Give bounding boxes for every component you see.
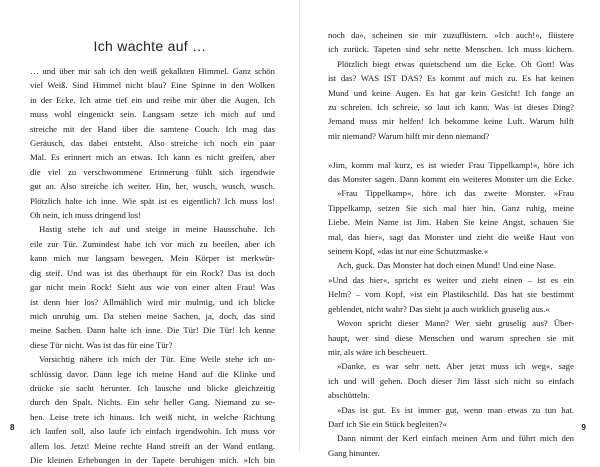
text-line: Hastig stehe ich auf und steige in meine Hausschuhe. Ich xyxy=(39,224,275,235)
right-page-body-text xyxy=(328,28,574,460)
text-line: ich und will gehen. Doch dieser Jim lässt sich nicht so einfach xyxy=(328,375,574,386)
text-line: seinem Kopf, »das ist nur eine Schutzmaske.« xyxy=(328,246,489,257)
text-line: »Danke, es war sehr nett. Aber jetzt muss ich weg«, sage xyxy=(337,361,574,372)
text-line: durch den Spalt. Nichts. Ein sehr heller Gang. Niemand zu se- xyxy=(30,397,275,408)
text-line: Tippelkamp, setzen Sie sich mal hier hin. Ganz ruhig, meine xyxy=(328,202,574,213)
text-line: meine Sachen. Dann halte ich inne. Die Tür! Die Tür! Ich kenne xyxy=(30,325,275,336)
text-line: Wovon spricht dieser Mann? Wer sieht gruselig aus? Über- xyxy=(337,318,574,329)
text-line: … und über mir sah ich den weiß gekalkten Himmel. Ganz schön xyxy=(30,66,275,76)
left-page-number: 8 xyxy=(10,423,15,432)
text-line: diese Tür nicht. Was ist das für eine Tür? xyxy=(30,339,173,350)
text-line: mal, das hier«, sagt das Monster und zieht die weiße Haut von xyxy=(328,231,574,242)
text-line: Plötzlich halte ich inne. Wie spät ist es eigentlich? Ich muss los! xyxy=(30,195,275,206)
text-line: Geräusch, das dabei entsteht. Also streiche ich noch ein paar xyxy=(30,138,275,149)
text-line: drücke sie sacht herunter. Ich lausche und blicke gleichzeitig xyxy=(30,382,275,393)
right-page xyxy=(300,0,600,458)
text-line: noch da«, scheinen sie mir zuzuflüstern. »Ich auch!«, flüstere xyxy=(328,30,574,40)
text-line: ist denn hier los? Allmählich wird mir mulmig, und ich blicke xyxy=(30,296,275,307)
text-line: abschütteln. xyxy=(328,390,370,401)
text-line: »Frau Tippelkamp«, höre ich das zweite Monster. »Frau xyxy=(337,188,574,199)
text-line: Ach, guck. Das Monster hat doch einen Mund! Und eine Nase. xyxy=(337,260,556,271)
text-line: das Monster sagen. Dann kommt ein weiteres Monster um die Ecke. xyxy=(328,174,574,185)
text-line: Mund und keine Augen. Es hat gar kein Gesicht! Ich fange an xyxy=(328,87,574,98)
text-line: allem los. Jetzt! Meine rechte Hand streift an der Wand entlang. xyxy=(30,440,275,451)
text-line: Dann nimmt der Kerl einfach meinen Arm und führt mich den xyxy=(337,433,574,444)
paragraph-gap xyxy=(328,143,574,157)
text-line: die viel zu verschwommene Erinnerung fühlt sich irgendwie xyxy=(30,166,275,177)
text-line: Helm? – vom Kopf, »ist ein Plastikschild. Das hat sie bestimmt xyxy=(328,289,574,300)
text-line: viel Weiß. Sind Himmel nicht blau? Eine Spinne in den Wolken xyxy=(30,80,275,91)
chapter-title: Ich wachte auf … xyxy=(93,38,207,54)
text-line: mich unruhig um. Da stehen meine Sachen, ja, doch, das sind xyxy=(30,310,275,321)
text-line: schlüssig davor. Dann lege ich meine Hand auf die Klinke und xyxy=(30,368,275,379)
text-line: kann mich nur langsam bewegen. Mein Körper ist merkwür- xyxy=(30,253,275,264)
text-line: eile zur Tür. Zumindest habe ich vor mich zu beeilen, aber ich xyxy=(30,238,275,249)
text-line: »Und das hier«, spricht es weiter und zieht einen – ist es ein xyxy=(328,274,574,285)
text-line: »Jim, komm mal kurz, es ist wieder Frau Tippelkamp!«, höre ich xyxy=(328,159,574,170)
text-line: haupt, wer sind diese Menschen und warum sprechen sie mit xyxy=(328,332,574,343)
text-line: Darf ich Sie ein Stück begleiten?« xyxy=(328,418,447,429)
left-page xyxy=(0,0,300,465)
text-line: muss wohl eingenickt sein. Langsam setze ich mich auf und xyxy=(30,109,275,120)
text-line: Mal. Es erinnert mich an etwas. Ich kann es nicht greifen, aber xyxy=(30,152,275,163)
text-line: Vorsichtig nähere ich mich der Tür. Eine Weile stehe ich un- xyxy=(39,354,275,365)
text-line: gar nicht mein Rock! Sieht aus wie von einer alten Frau! Was xyxy=(30,282,275,293)
text-line: zu schreien. Ich schreie, so laut ich kann. Was ist dieses Ding? xyxy=(328,102,574,113)
text-line: Die kleinen Erhebungen in der Tapete beruhigen mich. »Ich bin xyxy=(30,454,275,465)
text-line: dig steif. Und was ist das überhaupt für ein Rock? Das ist doch xyxy=(30,267,275,278)
text-line: Plötzlich biegt etwas quietschend um die Ecke. Oh Gott! Was xyxy=(337,58,574,69)
text-line: hen. Leise trete ich hinaus. Ich weiß nicht, in welche Richtung xyxy=(30,411,275,422)
right-page-number: 9 xyxy=(581,423,586,432)
text-line: Gang hinunter. xyxy=(328,447,380,458)
text-line: mir, als wäre ich bescheuert. xyxy=(328,346,428,357)
text-line: Liebe. Mein Name ist Jim. Haben Sie keine Angst, schauen Sie xyxy=(328,217,574,228)
text-line: ich zurück. Tapeten sind sehr nette Menschen. Ich muss kichern. xyxy=(328,44,574,55)
text-line: streiche mit der Hand über die samtene Couch. Ich mag das xyxy=(30,123,275,134)
text-line: ich laufen soll, also laufe ich einfach irgendwohin. Ich muss vor xyxy=(30,426,275,437)
text-line: »Das ist gut. Es ist immer gut, wenn man etwas zu tun hat. xyxy=(337,404,574,415)
left-page-body-text xyxy=(30,64,275,467)
text-line: in der Ecke. Ich atme tief ein und reibe mir über die Augen. Ich xyxy=(30,94,275,105)
text-line: mir niemand? Warum hilft mir denn niemand? xyxy=(328,130,490,141)
text-line: Oh nein, ich muss dringend los! xyxy=(30,210,141,221)
text-line: geblendet, nicht wahr? Das sieht ja auch wirklich gruselig aus.« xyxy=(328,303,550,314)
text-line: Jemand muss mir helfen! Ich bekomme keine Luft. Warum hilft xyxy=(328,116,574,127)
text-line: gut an. Also streiche ich weiter. Hin, her, wusch, wusch, wusch. xyxy=(30,181,275,192)
text-line: ist das? WAS IST DAS? Es kommt auf mich zu. Es hat keinen xyxy=(328,73,574,84)
